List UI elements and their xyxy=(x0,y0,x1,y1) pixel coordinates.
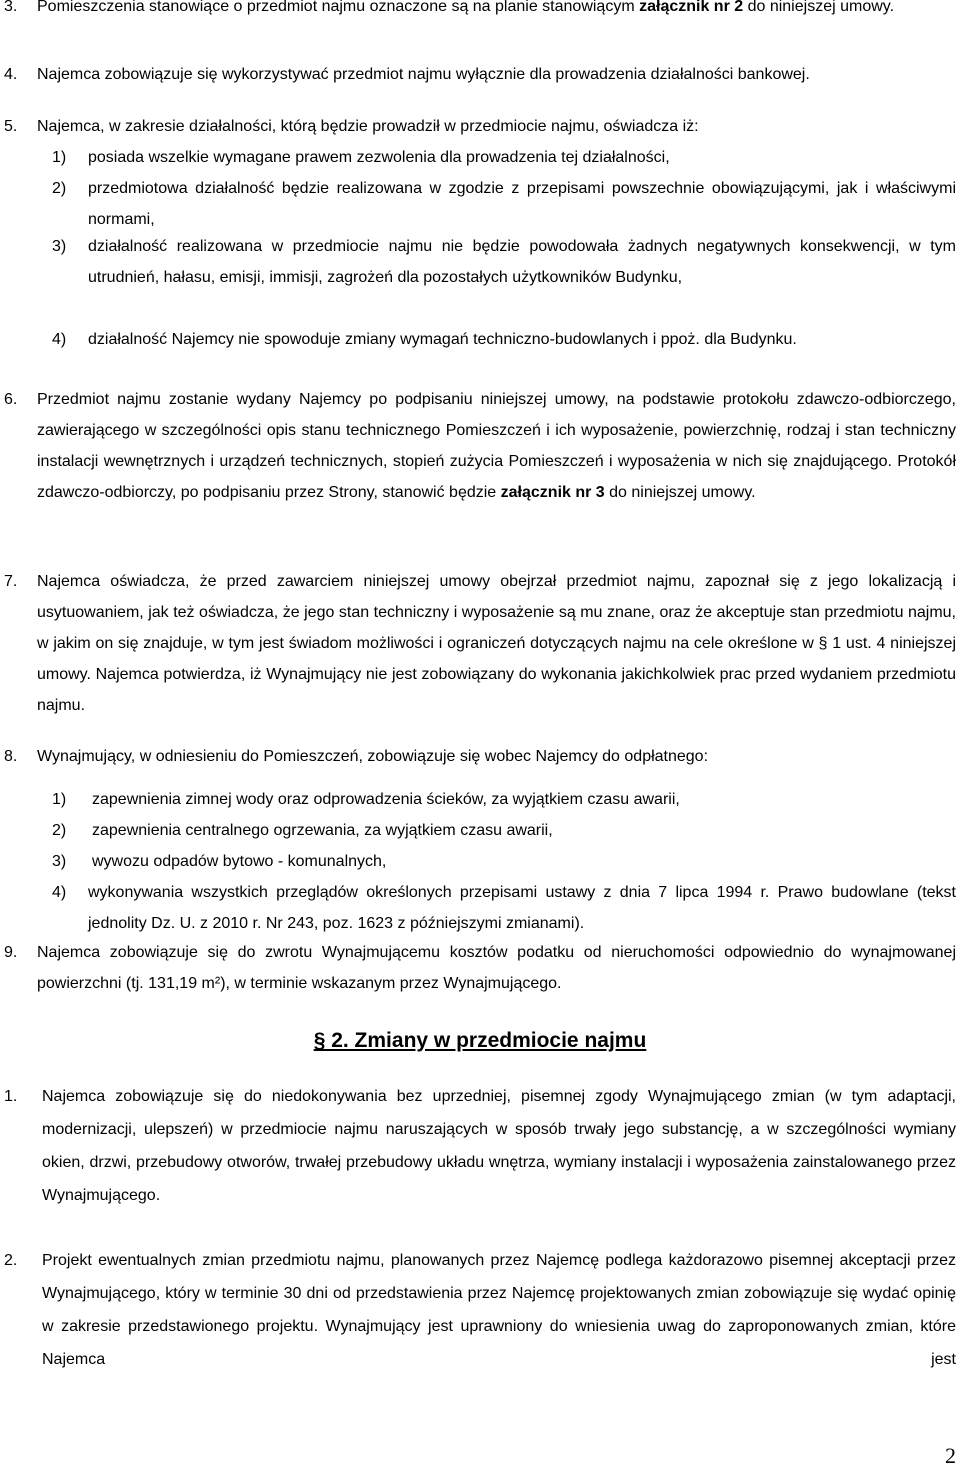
attachment-reference: załącznik nr 2 xyxy=(639,0,744,15)
attachment-reference: załącznik nr 3 xyxy=(500,484,605,501)
list-item: 3) wywozu odpadów bytowo - komunalnych, xyxy=(52,853,387,870)
list-item: 2) zapewnienia centralnego ogrzewania, za wyjątkiem czasu awarii, xyxy=(52,822,553,839)
clause-7 xyxy=(4,566,956,721)
clause-text: Najemca zobowiązuje się wykorzystywać przedmiot najmu wyłącznie dla prowadzenia działalności bankowej. xyxy=(37,66,810,83)
clause-number: 4. xyxy=(4,66,18,83)
list-item: 2) przedmiotowa działalność będzie realizowana w zgodzie z przepisami powszechnie obowiązującymi, jak i właściwymi normami, xyxy=(52,180,956,228)
clause-text: Najemca, w zakresie działalności, którą będzie prowadził w przedmiocie najmu, oświadcza iż: xyxy=(37,118,699,135)
clause-6 xyxy=(4,384,956,508)
list-item: 4) wykonywania wszystkich przeglądów określonych przepisami ustawy z dnia 7 lipca 1994 r. Prawo budowlane (tekst jednolity Dz. U. z 2010 r. Nr 243, poz. 1623 z późniejszymi zmianami). xyxy=(52,884,956,932)
section-title: § 2. Zmiany w przedmiocie najmu xyxy=(313,1029,647,1052)
clause-number: 3. xyxy=(4,0,18,15)
list-item: 4) działalność Najemcy nie spowoduje zmiany wymagań techniczno-budowlanych i ppoż. dla Budynku. xyxy=(52,331,797,348)
clause-number: 1. xyxy=(4,1088,18,1105)
clause-text: Pomieszczenia stanowiące o przedmiot najmu oznaczone są na planie stanowiącym załącznik nr 2 do niniejszej umowy. xyxy=(37,0,895,15)
clause-9 xyxy=(4,937,956,999)
section2-clause-1 xyxy=(4,1080,956,1212)
clause-text: Najemca zobowiązuje się do niedokonywania bez uprzedniej, pisemnej zgody Wynajmującego zmian (w tym adaptacji, modernizacji, ulepszeń) w przedmiocie najmu naruszających w sposób trwały jego substancję, a w szczególności wymiany okien, drzwi, przebudowy otworów, trwałej przebudowy układu wnętrza, wymiany instalacji i wyposażenia zainstalowanego przez Wynajmującego. xyxy=(42,1088,956,1204)
clause-number: 5. xyxy=(4,118,18,135)
clause-8 xyxy=(4,741,956,772)
clause-number: 7. xyxy=(4,573,18,590)
clause-4 xyxy=(4,59,956,90)
clause-text: Najemca oświadcza, że przed zawarciem niniejszej umowy obejrzał przedmiot najmu, zapoznał się z jego lokalizacją i usytuowaniem, jak też oświadcza, że jego stan techniczny i wyposażenie są mu znane, oraz że akceptuje stan przedmiotu najmu, w jakim on się znajduje, w tym jest świadom możliwości i ograniczeń dotyczących najmu na cele określone w § 1 ust. 4 niniejszej umowy. Najemca potwierdza, iż Wynajmujący nie jest zobowiązany do wykonania jakichkolwiek prac przed wydaniem przedmiotu najmu. xyxy=(37,573,956,714)
clause-number: 9. xyxy=(4,944,18,961)
list-item: 1) zapewnienia zimnej wody oraz odprowadzenia ścieków, za wyjątkiem czasu awarii, xyxy=(52,791,680,808)
list-item: 3) działalność realizowana w przedmiocie najmu nie będzie powodowała żadnych negatywnych konsekwencji, w tym utrudnień, hałasu, emisji, immisji, zagrożeń dla pozostałych użytkowników Budynku, xyxy=(52,238,956,286)
page-number: 2 xyxy=(945,1443,956,1468)
clause-5 xyxy=(4,111,956,142)
clause-text: Wynajmujący, w odniesieniu do Pomieszczeń, zobowiązuje się wobec Najemcy do odpłatnego: xyxy=(37,748,709,765)
list-item: 1) posiada wszelkie wymagane prawem zezwolenia dla prowadzenia tej działalności, xyxy=(52,149,670,166)
clause-number: 8. xyxy=(4,748,18,765)
clause-text: Najemca zobowiązuje się do zwrotu Wynajmującemu kosztów podatku od nieruchomości odpowiednio do wynajmowanej powierzchni (tj. 131,19 m²), w terminie wskazanym przez Wynajmującego. xyxy=(37,944,956,992)
clause-3 xyxy=(4,0,956,22)
clause-text: Przedmiot najmu zostanie wydany Najemcy po podpisaniu niniejszej umowy, na podstawie protokołu zdawczo-odbiorczego, zawierającego w szczególności opis stanu technicznego Pomieszczeń i ich wyposażenie, powierzchnię, rodzaj i stan techniczny instalacji wewnętrznych i urządzeń technicznych, stopień zużycia Pomieszczeń i wyposażenia w nich się znajdującego. Protokół zdawczo-odbiorczy, po podpisaniu przez Strony, stanowić będzie załącznik nr 3 do niniejszej umowy. xyxy=(37,391,956,501)
clause-number: 6. xyxy=(4,391,18,408)
clause-text: Projekt ewentualnych zmian przedmiotu najmu, planowanych przez Najemcę podlega każdorazowo pisemnej akceptacji przez Wynajmującego, który w terminie 30 dni od przedstawienia przez Najemcę projektowanych zmian zobowiązuje się wydać opinię w zakresie przedstawionego projektu. Wynajmujący jest uprawniony do wniesienia uwag do zaproponowanych zmian, które Najemca jest xyxy=(42,1252,956,1368)
clause-number: 2. xyxy=(4,1252,18,1269)
section2-clause-2 xyxy=(4,1244,956,1376)
